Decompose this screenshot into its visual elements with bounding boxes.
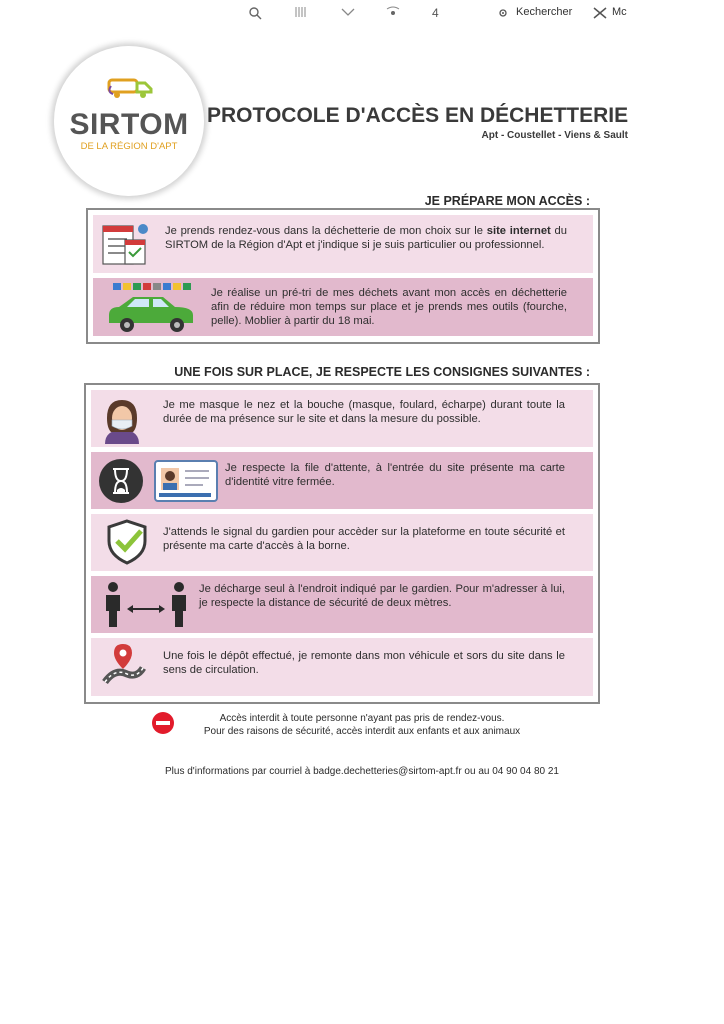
distance-people-icon bbox=[101, 581, 191, 629]
website-link[interactable]: site internet bbox=[486, 225, 551, 237]
sirtom-logo bbox=[54, 46, 204, 196]
list-item bbox=[93, 278, 593, 336]
logo-name: SIRTOM bbox=[69, 108, 189, 141]
page-subtitle: Apt - Coustellet - Viens & Sault bbox=[481, 130, 628, 141]
footer-line-2: Pour des raisons de sécurité, accès interdit aux enfants et aux animaux bbox=[203, 726, 521, 737]
onsite-text-5: Une fois le dépôt effectué, je remonte dans mon véhicule et sors du site dans le sens de circulation. bbox=[163, 650, 565, 676]
onsite-text-2: Je respecte la file d'attente, à l'entrée du site présente ma carte d'identité vitre fermée. bbox=[225, 462, 565, 488]
masked-person-icon bbox=[97, 394, 147, 444]
chevron-down-icon[interactable] bbox=[340, 6, 356, 21]
section-heading-onsite: UNE FOIS SUR PLACE, JE RESPECTE LES CONSIGNES SUIVANTES : bbox=[174, 365, 590, 379]
search-icon[interactable] bbox=[496, 6, 510, 23]
footer-line-1: Accès interdit à toute personne n'ayant pas pris de rendez-vous. bbox=[219, 713, 505, 724]
onsite-text-1: Je me masque le nez et la bouche (masque, foulard, écharpe) durant toute la durée de ma présence sur le site et dans la mesure du possible. bbox=[163, 399, 565, 425]
zoom-icon[interactable] bbox=[248, 6, 262, 23]
prepare-box bbox=[86, 208, 600, 344]
section-heading-prepare: JE PRÉPARE MON ACCÈS : bbox=[424, 194, 590, 208]
list-item bbox=[91, 390, 593, 447]
list-item bbox=[91, 452, 593, 509]
pointer-icon[interactable] bbox=[385, 6, 401, 23]
route-pin-icon bbox=[99, 642, 149, 690]
logo-subtitle: DE LA RÉGION D'APT bbox=[80, 141, 178, 152]
calendar-checklist-icon bbox=[99, 220, 151, 268]
no-entry-icon bbox=[152, 712, 174, 734]
more-button[interactable]: Mc bbox=[612, 6, 627, 18]
onsite-text-4: Je décharge seul à l'endroit indiqué par le gardien. Pour m'adresser à lui, je respecte la distance de sécurité de deux mètres. bbox=[199, 583, 565, 609]
list-item bbox=[91, 638, 593, 696]
tools-icon[interactable] bbox=[592, 6, 608, 23]
onsite-box bbox=[84, 383, 600, 704]
prepare-text-2: Je réalise un pré-tri de mes déchets avant mon accès en déchetterie afin de réduire mon temps sur place et je prends mes outils (fourche, pelle). Moblier à partir du 18 mai. bbox=[211, 287, 567, 327]
list-item bbox=[91, 514, 593, 571]
truck-logo-icon bbox=[105, 76, 155, 100]
list-item bbox=[93, 215, 593, 273]
viewer-toolbar bbox=[0, 0, 724, 28]
onsite-text-3: J'attends le signal du gardien pour accèder sur la plateforme en toute sécurité et présente ma carte d'accès à la borne. bbox=[163, 526, 565, 552]
hourglass-id-card-icon bbox=[97, 457, 227, 505]
contact-info: Plus d'informations par courriel à badge.dechetteries@sirtom-apt.fr ou au 04 90 04 80 21 bbox=[165, 766, 559, 777]
car-sorting-icon bbox=[105, 281, 197, 335]
prepare-text-1: Je prends rendez-vous dans la déchetterie de mon choix sur le site internet du SIRTOM de la Région d'Apt et j'indique si je suis particulier ou professionnel. bbox=[165, 225, 567, 251]
barcode-icon[interactable] bbox=[294, 6, 308, 21]
shield-check-icon bbox=[105, 519, 149, 565]
list-item bbox=[91, 576, 593, 633]
page-title: PROTOCOLE D'ACCÈS EN DÉCHETTERIE bbox=[207, 104, 629, 127]
search-button[interactable]: Kechercher bbox=[516, 6, 573, 18]
page-number-icon[interactable]: 4 bbox=[432, 6, 439, 20]
